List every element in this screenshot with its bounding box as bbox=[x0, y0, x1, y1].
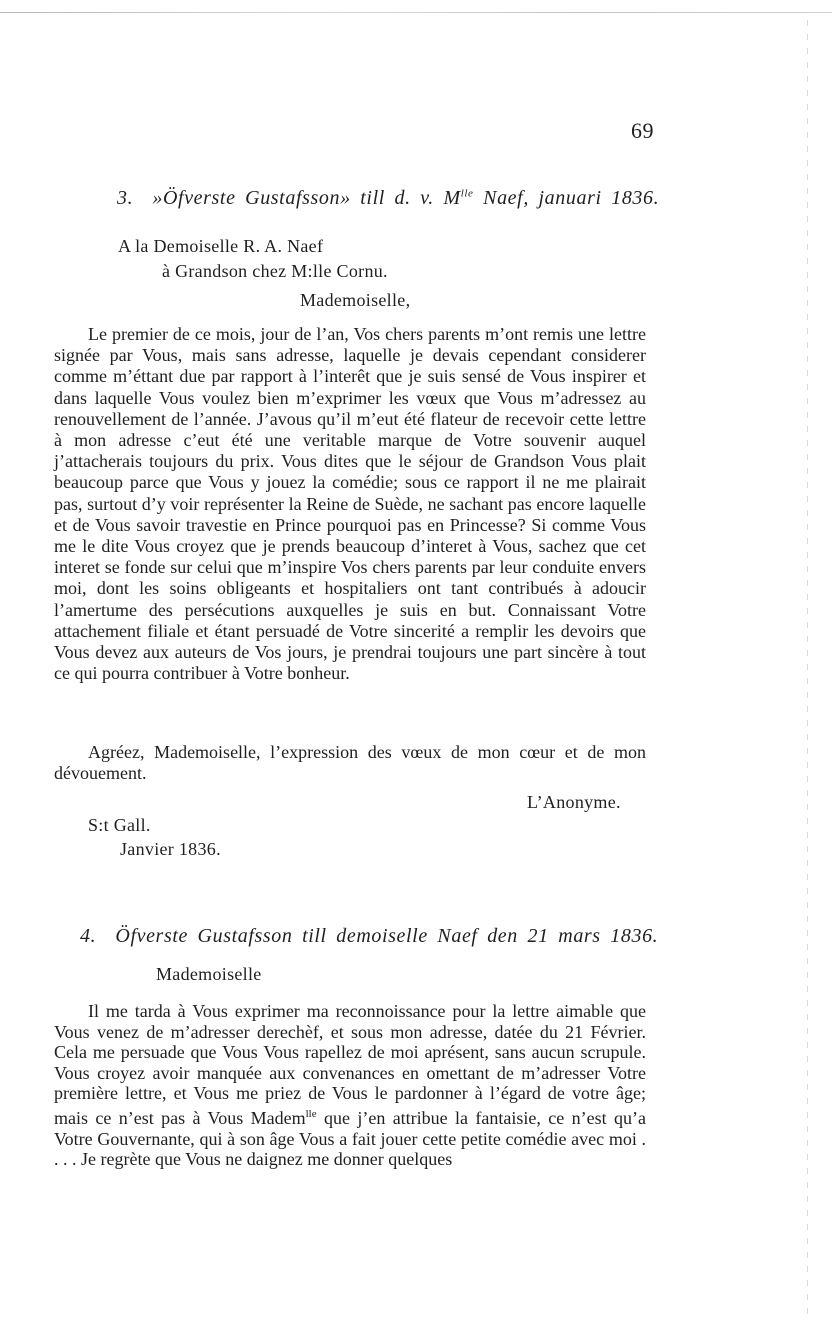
top-scan-edge bbox=[0, 12, 832, 13]
letter-4-body bbox=[54, 1001, 646, 1170]
page-number: 69 bbox=[631, 118, 654, 143]
letter-3-body-text: Le premier de ce mois, jour de l’an, Vos chers parents m’ont remis une lettre signée par Vous, mais sans adresse, laquelle je devais cependant considerer comme m’éttant due par rapport à l’interêt que je suis sensé de Vous inspirer et dans laquelle Vous voulez bien m’exprimer les vœux que Vous m’adressez au renouvellement de l’année. J’avous qu’il m’eut été flateur de recevoir cette lettre à mon adresse c’eut été une veritable marque de Votre souvenir auquel j’attacherais toujours du prix. Vous dites que le séjour de Grandson Vous plait beaucoup parce que Vous y jouez la comédie; sous ce rapport il ne me plairait pas, surtout d’y voir représenter la Reine de Suède, ne sachant pas encore laquelle et de Vous savoir travestie en Prince pourquoi pas en Princesse? Si comme Vous me le dite Vous croyez que je prends beaucoup d’interet à Vous, sachez que cet interet se fonde sur celui que m’inspire Vos chers parents par leur conduite envers moi, dont les soins obligeants et hospitaliers ont tant contribués à adoucir l’amertume des persécutions auxquelles je suis en but. Connaissant Votre attachement filiale et étant persuadé de Votre sincerité a remplir les devoirs que Vous devez aux auteurs de Vos jours, je prendrai toujours une part sincère à tout ce qui pourra contribuer à Votre bonheur. bbox=[54, 324, 646, 684]
letter-3-heading bbox=[117, 187, 659, 210]
letter-4-number: 4. bbox=[80, 925, 97, 947]
letter-4-body-pre: Il me tarda à Vous exprimer ma reconnoissance pour la lettre aimable que Vous venez de m’adresser derechèf, et sous mon adresse, datée du 21 Février. Cela me persuade que Vous Vous rapellez de moi aprésent, sans aucun scrupule. Vous croyez avoir manquée aux convenances en omettant de m’adresser Votre première lettre, et Vous me priez de Vous le pardonner à l’égard de votre âge; mais ce n’est pas à Vous Madem bbox=[54, 1001, 646, 1128]
letter-4-body-sup: lle bbox=[305, 1107, 317, 1120]
letter-3-title-pre: »Öfverste Gustafsson» till d. v. M bbox=[152, 187, 461, 209]
right-scan-edge bbox=[807, 20, 808, 1320]
letter-3-salutation: Mademoiselle, bbox=[300, 290, 411, 310]
address-line-1: A la Demoiselle R. A. Naef bbox=[118, 236, 324, 256]
letter-3-closing bbox=[54, 742, 646, 784]
letter-4-heading bbox=[80, 925, 658, 948]
letter-3-title-sup: lle bbox=[460, 187, 474, 200]
letter-4-salutation: Mademoiselle bbox=[156, 964, 262, 984]
letter-3-closing-text: Agréez, Mademoiselle, l’expression des vœux de mon cœur et de mon dévouement. bbox=[54, 742, 646, 784]
letter-3-place: S:t Gall. bbox=[88, 815, 151, 835]
letter-3-date: Janvier 1836. bbox=[120, 839, 221, 859]
letter-4-body-post: que j’en attribue la fantaisie, ce n’est qu’a Votre Gouvernante, qui à son âge Vous a fait jouer cette petite comédie avec moi . . . . Je regrète que Vous ne daignez me donner quelques bbox=[54, 1107, 646, 1170]
letter-3-number: 3. bbox=[117, 187, 134, 209]
letter-3-body bbox=[54, 324, 646, 684]
letter-3-title-post: Naef, januari 1836. bbox=[473, 187, 660, 209]
signature: L’Anonyme. bbox=[527, 792, 621, 812]
letter-4-title: Öfverste Gustafsson till demoiselle Naef den 21 mars 1836. bbox=[115, 925, 659, 947]
address-line-2: à Grandson chez M:lle Cornu. bbox=[162, 261, 388, 281]
